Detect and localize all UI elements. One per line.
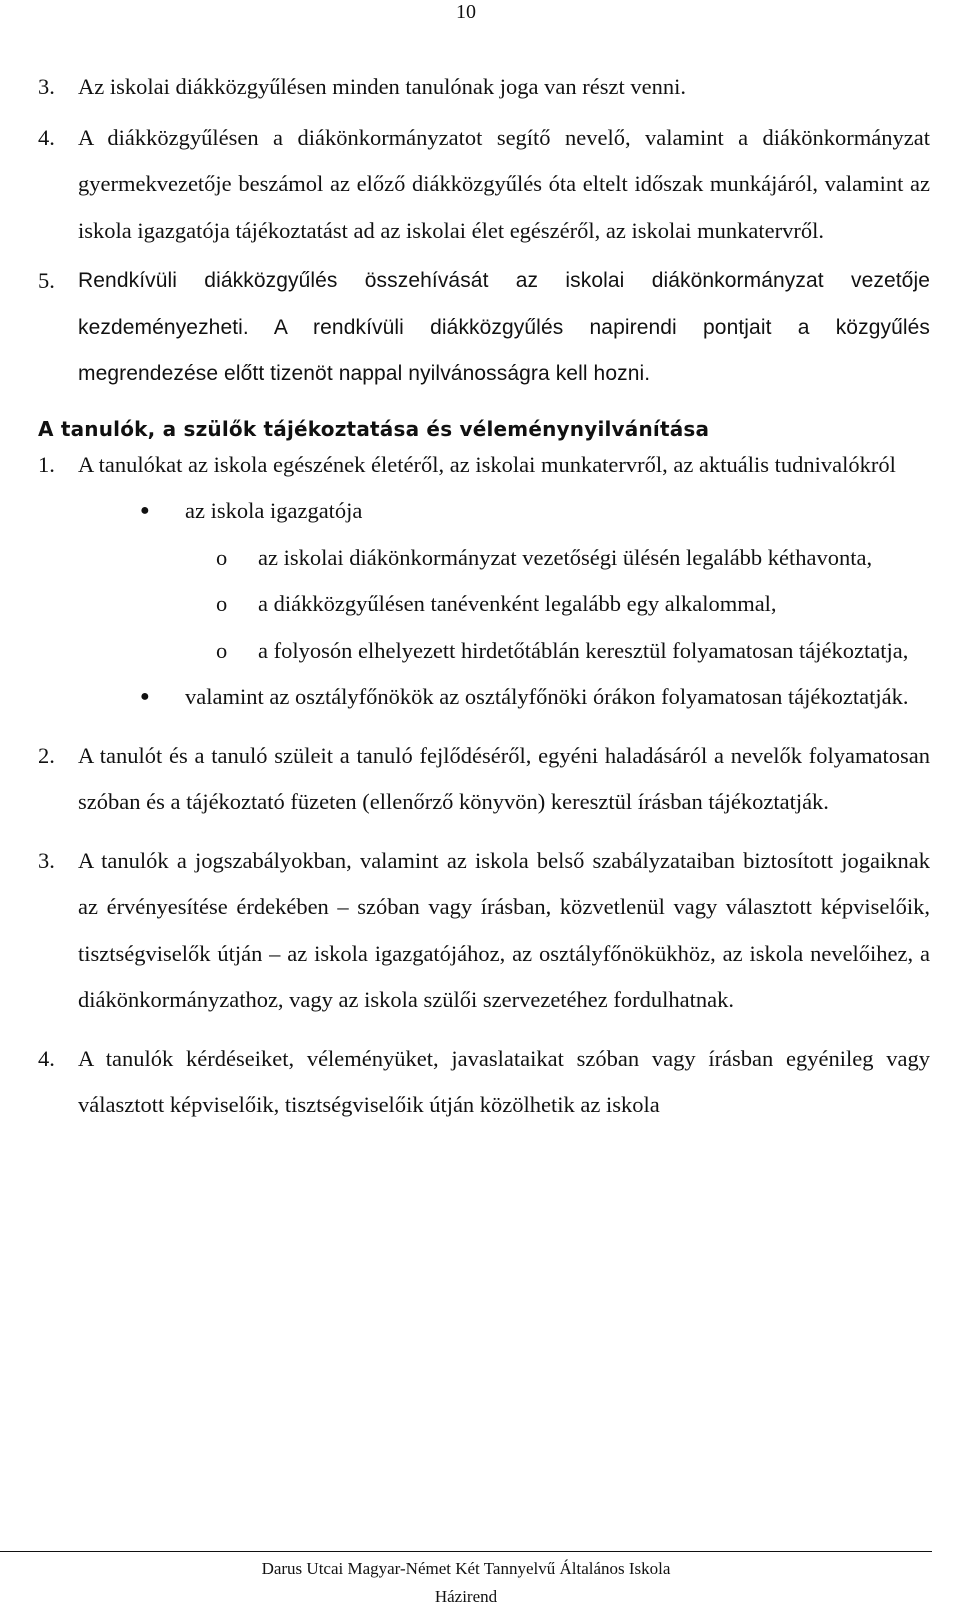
circle-bullet-icon: o (216, 544, 228, 570)
sub-bullet-text: a diákközgyűlésen tanévenként legalább egy alkalommal, (258, 591, 777, 616)
list-text: A diákközgyűlésen a diákönkormányzatot segítő nevelő, valamint a diákönkormányzat gyermekvezetője beszámol az előző diákközgyűlés óta eltelt időszak munkájáról, valamint az iskola igazgatója tájékoztatást ad az iskolai élet egészéről, az iskolai munkatervről. (78, 124, 930, 243)
list-text: A tanulók kérdéseiket, véleményüket, javaslataikat szóban vagy írásban egyénileg vagy választott képviselőik, tisztségviselőik útján közölhetik az iskola (78, 1045, 930, 1117)
bullet-icon: ● (140, 502, 150, 519)
list-item (38, 1036, 930, 1129)
page-number: 10 (456, 1, 476, 23)
footer-school-name: Darus Utcai Magyar-Német Két Tannyelvű Általános Iskola (261, 1559, 671, 1578)
list-number: 5. (38, 268, 55, 293)
list-item (38, 64, 930, 111)
list-number: 1. (38, 451, 55, 477)
page-footer (0, 1555, 932, 1611)
circle-bullet-icon: o (216, 591, 228, 616)
list-text: Az iskolai diákközgyűlésen minden tanulónak joga van részt venni. (78, 74, 686, 99)
list-item (38, 838, 930, 1024)
list-item (38, 442, 930, 489)
sub-bullet-item (216, 535, 930, 582)
list-item (38, 258, 930, 398)
footer-document-title: Házirend (434, 1587, 498, 1606)
list-item (38, 115, 930, 255)
section-heading: A tanulók, a szülők tájékoztatása és véleménynyilvánítása (38, 416, 710, 441)
list-item (38, 733, 930, 826)
list-number: 3. (38, 847, 55, 873)
bullet-item (140, 674, 930, 721)
list-number: 4. (38, 1045, 55, 1071)
bullet-icon: ● (140, 688, 150, 705)
circle-bullet-icon: o (216, 637, 228, 663)
sub-bullet-item (216, 581, 930, 628)
document-body (38, 64, 930, 1129)
sub-bullet-item (216, 628, 930, 675)
footer-divider (0, 1551, 932, 1552)
list-text: Rendkívüli diákközgyűlés összehívását az iskolai diákönkormányzat vezetője kezdeményezheti. A rendkívüli diákközgyűlés napirendi pontjait a közgyűlés megrendezése előtt tizenöt nappal nyilvánosságra kell hozni. (78, 269, 930, 385)
list-number: 4. (38, 124, 55, 150)
bullet-item (140, 488, 930, 535)
bullet-text: valamint az osztályfőnökök az osztályfőnöki órákon folyamatosan tájékoztatják. (185, 684, 909, 709)
sub-bullet-text: az iskolai diákönkormányzat vezetőségi ülésén legalább kéthavonta, (258, 544, 873, 570)
list-text: A tanulók a jogszabályokban, valamint az iskola belső szabályzataiban biztosított jogaiknak az érvényesítése érdekében – szóban vagy írásban, közvetlenül vagy választott képviselőik, tisztségviselők útján – az iskola igazgatójához, az osztályfőnökükhöz, az iskola nevelőihez, a diákönkormányzathoz, vagy az iskola szülői szervezetéhez fordulhatnak. (78, 847, 930, 1012)
list-number: 3. (38, 74, 55, 99)
list-text: A tanulókat az iskola egészének életéről, az iskolai munkatervről, az aktuális tudnivalókról (78, 451, 896, 477)
sub-bullet-text: a folyosón elhelyezett hirdetőtáblán keresztül folyamatosan tájékoztatja, (258, 637, 909, 663)
list-number: 2. (38, 742, 55, 768)
bullet-text: az iskola igazgatója (185, 498, 363, 523)
list-text: A tanulót és a tanuló szüleit a tanuló fejlődéséről, egyéni haladásáról a nevelők folyamatosan szóban és a tájékoztató füzeten (ellenőrző könyvön) keresztül írásban tájékoztatják. (78, 742, 930, 814)
